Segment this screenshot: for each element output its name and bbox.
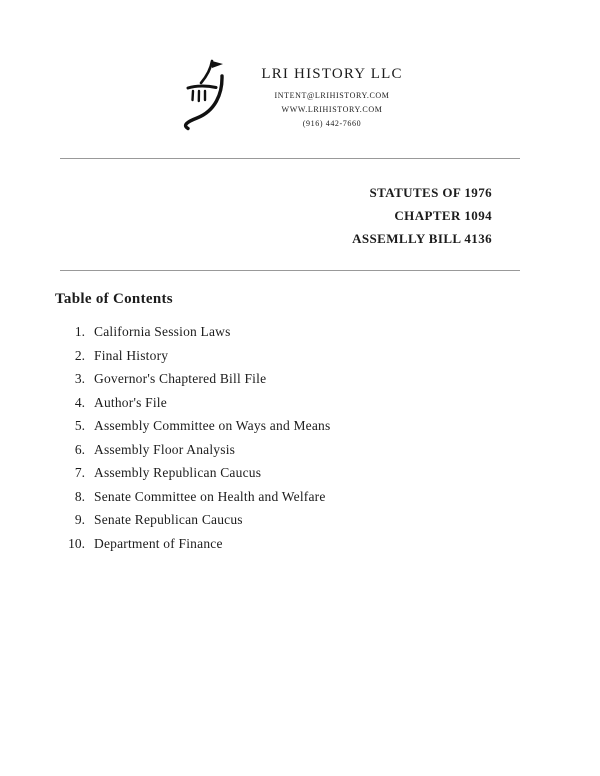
- toc-item-number: 7.: [74, 465, 85, 480]
- statutes-line: STATUTES OF 1976: [369, 185, 492, 200]
- toc-row: [55, 372, 600, 387]
- toc-row: [55, 349, 600, 364]
- divider-bottom: [60, 270, 520, 271]
- toc-row: [55, 537, 600, 552]
- toc-item-number: 8.: [74, 488, 85, 504]
- toc-list: [55, 325, 600, 551]
- toc-item-label: Author's File: [94, 394, 167, 410]
- toc-row: [55, 325, 600, 340]
- company-phone: (916) 442-7660: [302, 118, 362, 128]
- company-website: WWW.LRIHISTORY.COM: [281, 104, 383, 114]
- toc-item-label: Department of Finance: [94, 535, 223, 551]
- toc-item-label: Assembly Republican Caucus: [94, 465, 262, 480]
- toc-item-label: Governor's Chaptered Bill File: [94, 371, 267, 386]
- toc-item-number: 1.: [74, 324, 85, 339]
- toc-item-label: Assembly Floor Analysis: [94, 441, 236, 457]
- toc-item-number: 4.: [74, 394, 85, 410]
- toc-item-number: 5.: [74, 418, 85, 433]
- calligraphy-logo-icon: [177, 56, 235, 140]
- toc-item-label: Final History: [94, 347, 169, 363]
- company-name: LRI HISTORY LLC: [261, 65, 403, 82]
- toc-row: [55, 396, 600, 411]
- toc-item-label: Senate Republican Caucus: [94, 512, 243, 527]
- toc-item-label: California Session Laws: [94, 324, 231, 339]
- toc-item-number: 10.: [68, 535, 85, 551]
- toc-item-number: 9.: [74, 512, 85, 527]
- chapter-line: CHAPTER 1094: [394, 208, 492, 223]
- toc-row: [55, 490, 600, 505]
- toc-item-label: Senate Committee on Health and Welfare: [94, 488, 326, 504]
- toc-item-label: Assembly Committee on Ways and Means: [94, 418, 331, 433]
- company-email: INTENT@LRIHISTORY.COM: [274, 90, 390, 100]
- letterhead: [0, 0, 600, 140]
- toc-row: [55, 466, 600, 481]
- assembly-bill-line: ASSEMLLY BILL 4136: [352, 231, 492, 246]
- toc-item-number: 3.: [74, 371, 85, 386]
- toc-row: [55, 443, 600, 458]
- toc-item-number: 6.: [74, 441, 85, 457]
- statutes-block: [0, 181, 492, 250]
- toc-row: [55, 419, 600, 434]
- toc-title: Table of Contents: [55, 291, 173, 307]
- toc-row: [55, 513, 600, 528]
- toc-item-number: 2.: [74, 347, 85, 363]
- divider-top: [60, 158, 520, 159]
